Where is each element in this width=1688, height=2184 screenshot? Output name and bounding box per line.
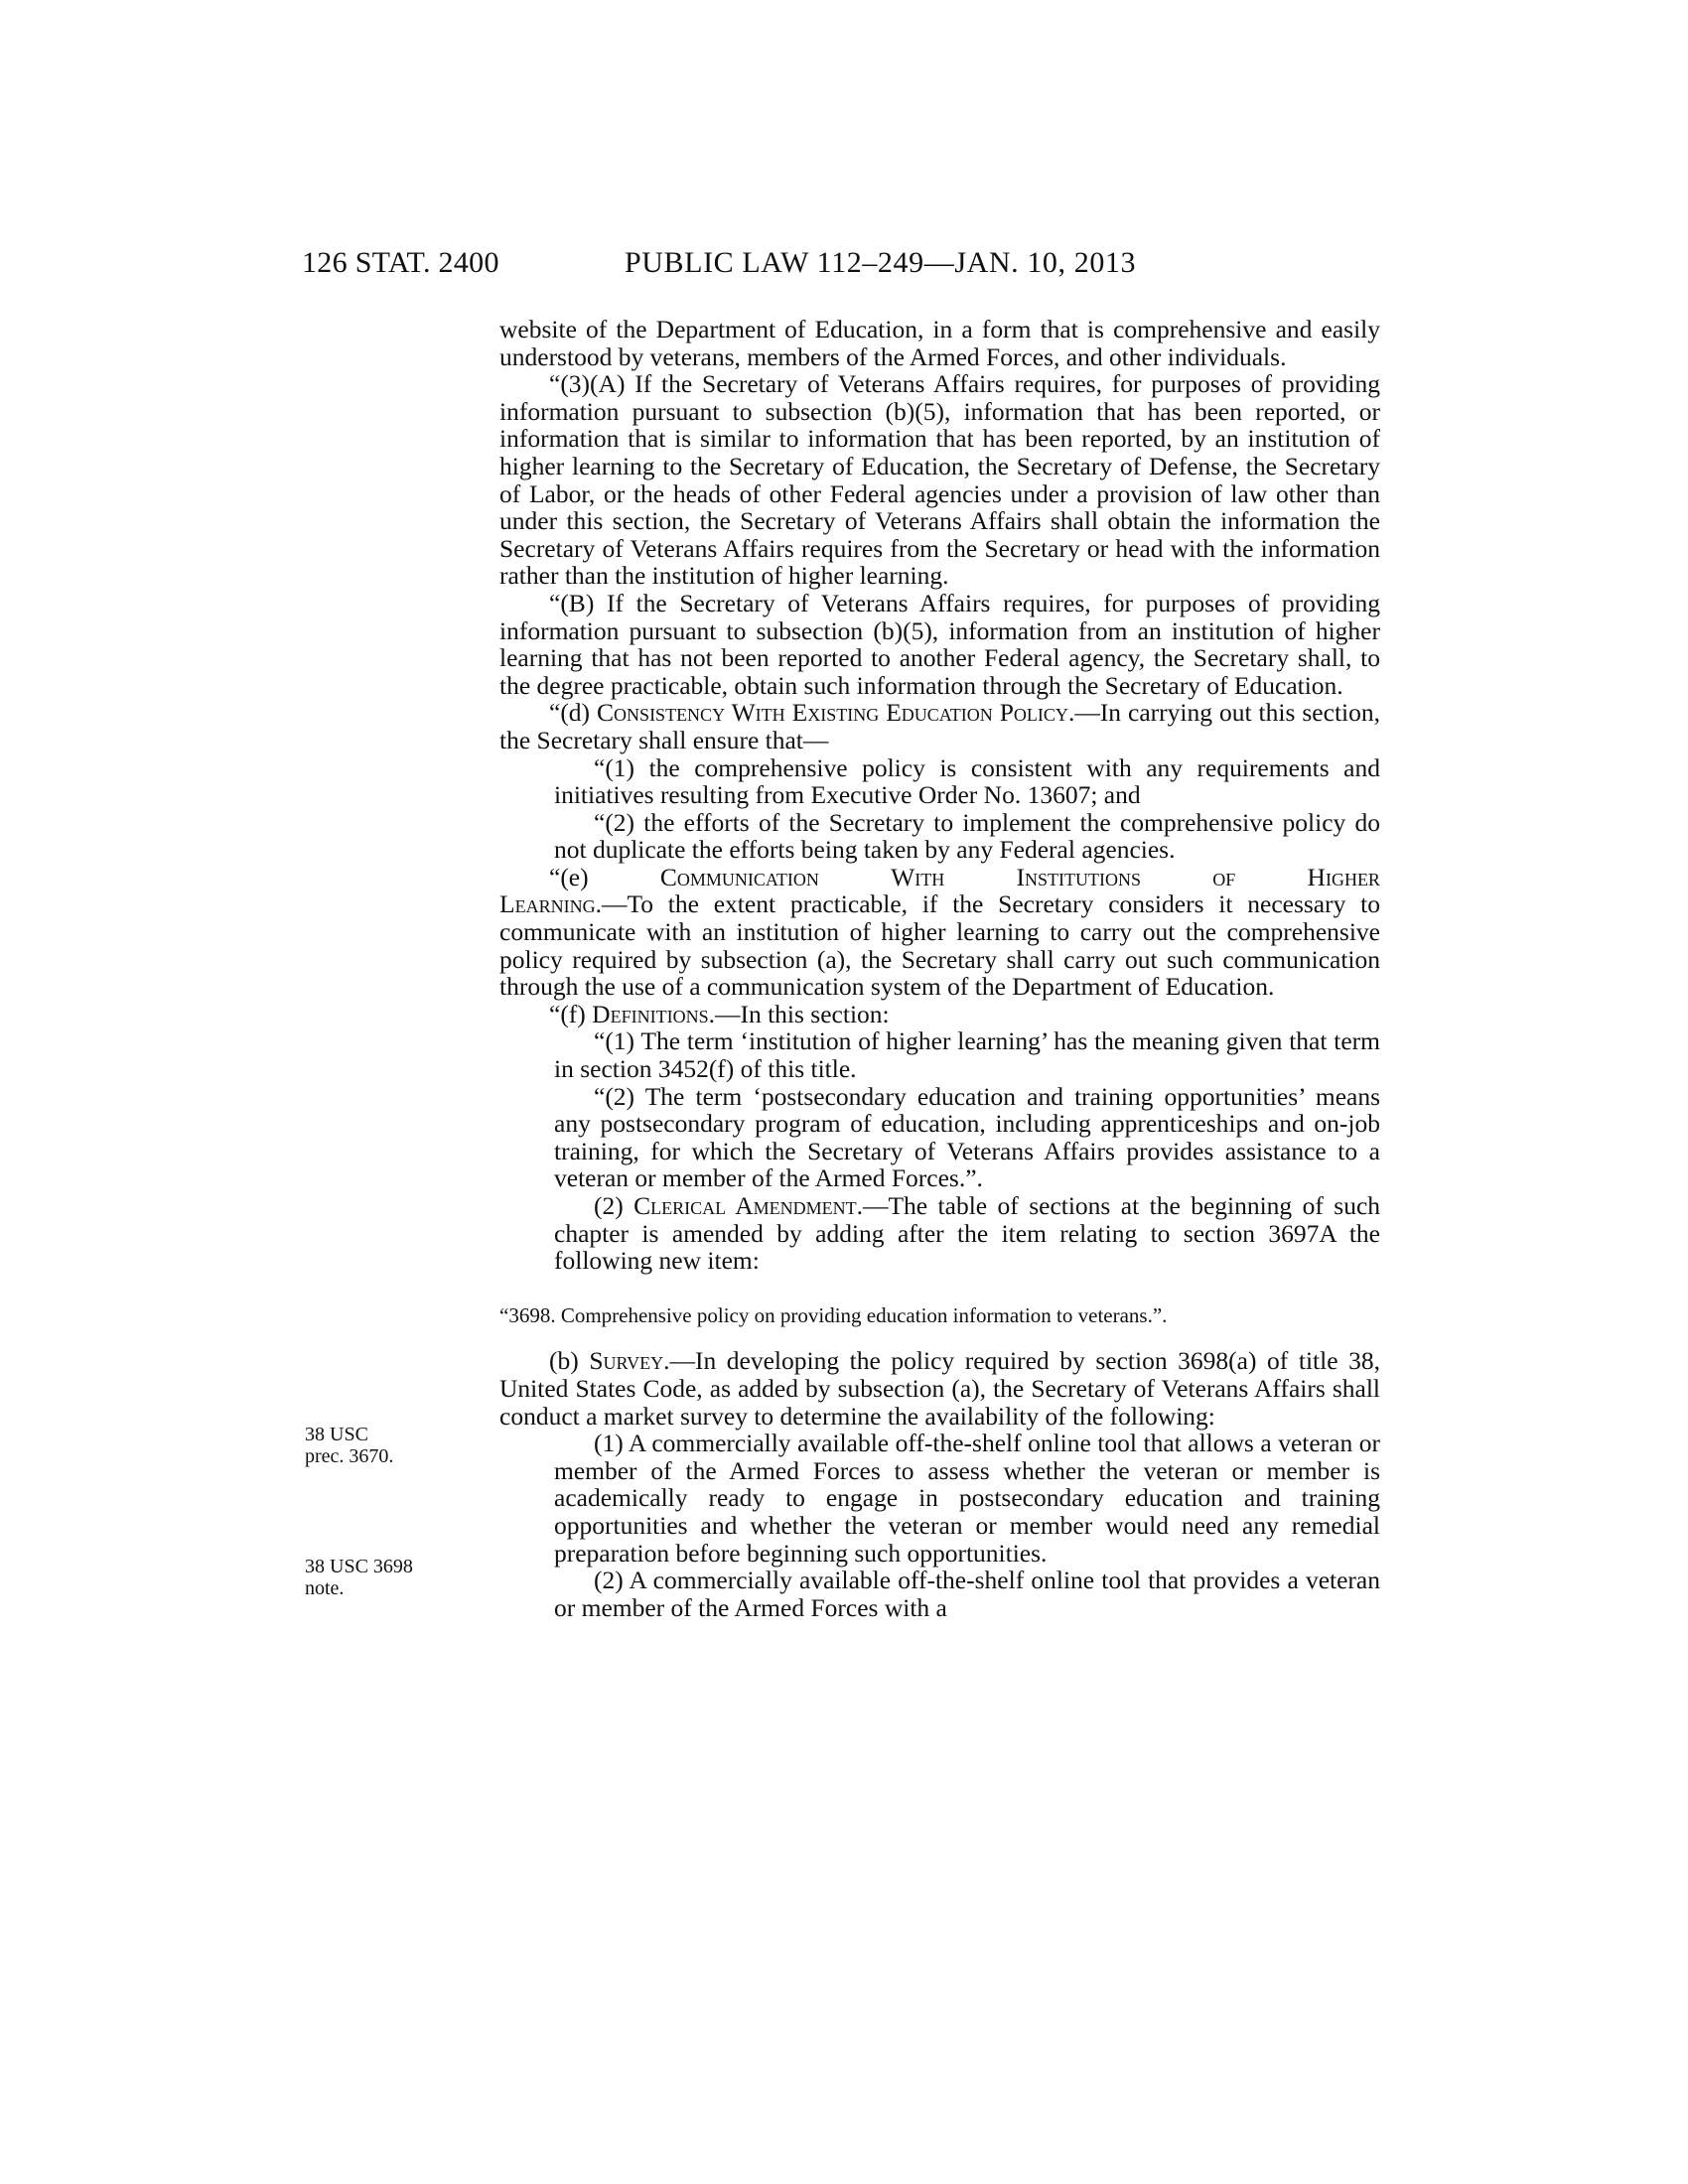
margin-note-line: 38 USC (305, 1424, 368, 1445)
subsection-d-item-1: “(1) the comprehensive policy is consistent with any requirements and initiatives resulting from Executive Order No. 13607; and (554, 752, 1380, 810)
survey-item-2: (2) A commercially available off-the-shelf online tool that provides a veteran or member of the Armed Forces with a (554, 1566, 1380, 1622)
page-header (302, 246, 1331, 286)
margin-note-usc-prec (305, 1424, 393, 1467)
subsection-e-word: Higher (1307, 862, 1380, 891)
subsection-e-heading-line (549, 864, 1380, 891)
subsection-e-word: Institutions (1016, 862, 1141, 891)
margin-note-line: 38 USC 3698 (305, 1556, 413, 1577)
subsection-d-prefix: “(d) (549, 698, 598, 728)
clerical-heading: Clerical Amendment (633, 1191, 857, 1220)
table-of-sections-item: “3698. Comprehensive policy on providing education information to veterans.”. (499, 1302, 1168, 1327)
subsection-e-heading-end: Learning (499, 889, 596, 919)
subsection-f-text: .—In this section: (708, 999, 890, 1028)
survey-prefix: (b) (549, 1346, 590, 1376)
survey-text: .—In developing the policy required by section 3698(a) of title 38, United States Code, as added by subsection (a), the Secretary of Veterans Affairs shall conduct a market survey to determine the availability of the following: (499, 1346, 1381, 1431)
statute-body (499, 316, 1380, 1621)
subsection-e-word: of (1212, 862, 1236, 891)
subsection-d (499, 699, 1380, 753)
clerical-text: .—The table of sections at the beginning of such chapter is amended by adding after the item relating to section 3697A the following new item: (554, 1191, 1381, 1276)
survey-heading: Survey (589, 1346, 664, 1376)
subsection-d-heading: Consistency With Existing Education Policy (597, 698, 1068, 728)
paragraph-continuation: website of the Department of Education, in a form that is comprehensive and easily understood by veterans, members of the Armed Forces, and other individuals. (499, 315, 1380, 371)
subsection-e-text: .—To the extent practicable, if the Secretary considers it necessary to communicate with an institution of higher learning to carry out the comprehensive policy required by subsection (a), the Secretary shall carry out such communication through the use of a communication system of the Department of Education. (499, 889, 1380, 1002)
paragraph-3-b: “(B) If the Secretary of Veterans Affairs requires, for purposes of providing information pursuant to subsection (b)(5), information from an institution of higher learning that has not been reported to another Federal agency, the Secretary shall, to the degree practicable, obtain such information through the Secretary of Education. (499, 588, 1380, 700)
stat-page-number: 126 STAT. 2400 (302, 246, 499, 279)
definition-2: “(2) The term ‘postsecondary education and training opportunities’ means any postsecondary program of education, including apprenticeships and on-job training, for which the Secretary of Veterans Affairs provides assistance to a veteran or member of the Armed Forces.”. (554, 1081, 1380, 1193)
definition-1: “(1) The term ‘institution of higher learning’ has the meaning given that term in section 3452(f) of this title. (554, 1026, 1380, 1084)
margin-note-line: prec. 3670. (305, 1445, 394, 1467)
subsection-f (499, 1001, 1380, 1028)
survey-item-1: (1) A commercially available off-the-shelf online tool that allows a veteran or member of the Armed Forces to assess whether the veteran or member is academically ready to engage in postsecondary education and training opportunities and whether the veteran or member would need any remedial preparation before beginning such opportunities. (554, 1429, 1380, 1568)
subsection-f-prefix: “(f) (549, 999, 593, 1028)
subsection-b-survey (499, 1347, 1380, 1430)
subsection-d-item-2: “(2) the efforts of the Secretary to implement the comprehensive policy do not duplicate the efforts being taken by any Federal agencies. (554, 807, 1380, 865)
subsection-e (499, 890, 1380, 1000)
clerical-prefix: (2) (594, 1191, 634, 1220)
subsection-e-word: “(e) (549, 862, 589, 891)
subsection-d-text: .—In carrying out this section, the Secretary shall ensure that— (499, 698, 1380, 754)
paragraph-3-a: “(3)(A) If the Secretary of Veterans Affairs requires, for purposes of providing information pursuant to subsection (b)(5), information that has been reported, or information that is similar to information that has been reported, by an institution of higher learning to the Secretary of Education, the Secretary of Defense, the Secretary of Labor, or the heads of other Federal agencies under a provision of law other than under this section, the Secretary of Veterans Affairs shall obtain the information the Secretary of Veterans Affairs requires from the Secretary or head with the information rather than the institution of higher learning. (499, 369, 1380, 591)
subsection-e-word: Communication (659, 862, 819, 891)
public-law-citation: PUBLIC LAW 112–249—JAN. 10, 2013 (625, 246, 1137, 279)
clerical-amendment (554, 1192, 1380, 1275)
subsection-f-heading: Definitions (592, 999, 709, 1028)
margin-note-usc-3698 (305, 1556, 413, 1599)
margin-note-line: note. (305, 1577, 345, 1599)
subsection-e-word: With (891, 862, 945, 891)
